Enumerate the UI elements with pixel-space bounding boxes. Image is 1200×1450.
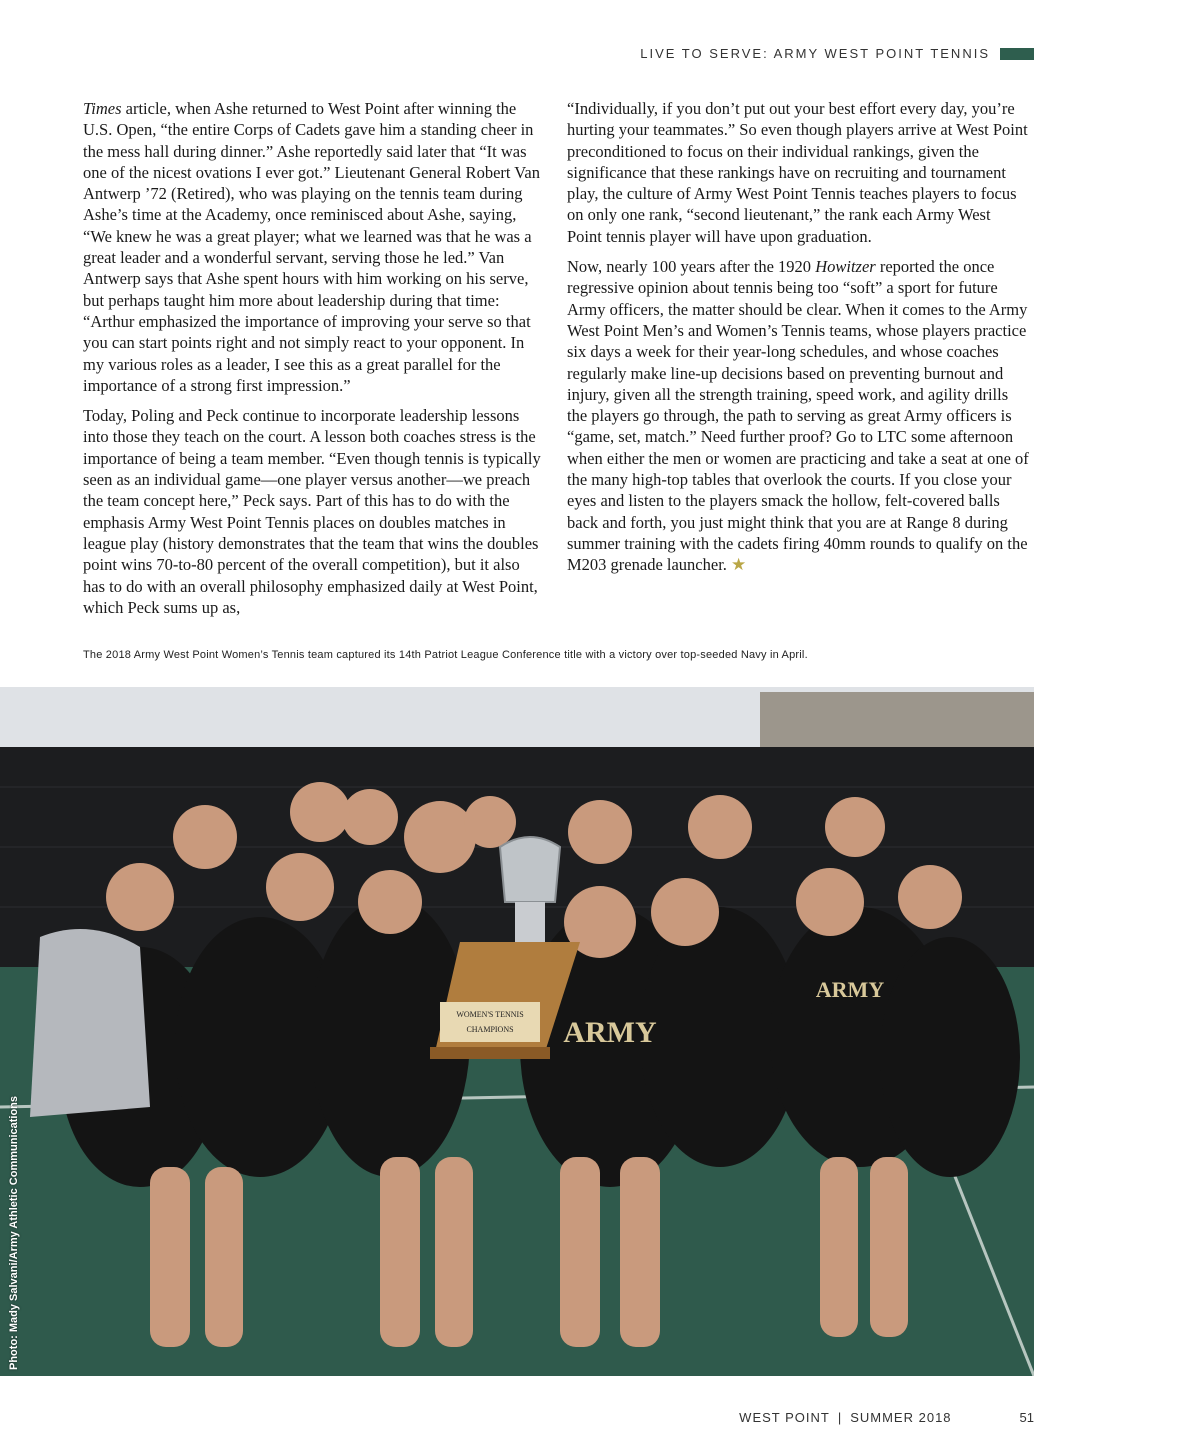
footer-separator: | — [837, 1410, 843, 1425]
shirt-text-2: ARMY — [815, 977, 885, 1002]
trophy-plate-line1: WOMEN'S TENNIS — [456, 1010, 524, 1019]
photo-credit: Photo: Mady Salvani/Army Athletic Communications — [8, 1095, 20, 1370]
trophy-plate-line2: CHAMPIONS — [466, 1025, 514, 1034]
howitzer-italic: Howitzer — [815, 257, 876, 277]
left-column — [83, 98, 545, 627]
team-photo-illustration — [0, 687, 1034, 1376]
times-italic: Times — [83, 99, 122, 118]
right-column — [567, 98, 1029, 585]
publication-name: WEST POINT — [739, 1410, 830, 1425]
issue-label: SUMMER 2018 — [850, 1410, 952, 1425]
accent-bar — [1000, 48, 1034, 60]
right-paragraph-2 — [567, 256, 1029, 575]
end-star-icon: ★ — [731, 555, 747, 575]
right-paragraph-2-text: reported the once regressive opinion about tennis being too “soft” a sport for future Army officers, the matter should be clear. When it comes to the Army West Point Men’s and Women’s Tennis teams, whose players practice six days a week for their year-long schedules, and whose coaches regularly make line-up decisions based on preventing burnout and injury, given all the strength training, speed work, and agility drills the players go through, the path to serving as great Army officers is “game, set, match.” Need further proof? Go to LTC some afternoon when either the men or women are practicing and take a seat at one of the many high-top tables that overlook the courts. If you close your eyes and listen to the players smack the hollow, felt-covered balls back and forth, you just might think that you are at Range 8 during summer training with the cadets firing 40mm rounds to qualify on the M203 grenade launcher. — [567, 257, 1029, 575]
page-footer — [739, 1410, 1034, 1425]
left-paragraph-2: Today, Poling and Peck continue to incorporate leadership lessons into those they teach on the court. A lesson both coaches stress is the importance of being a team member. “Even though tennis is typically seen as an individual game—one player versus another—we preach the team concept here,” Peck says. Part of this has to do with the emphasis Army West Point Tennis places on doubles matches in league play (history demonstrates that the team that wins the doubles point wins 70-to-80 percent of the overall competition), but it also has to do with an overall philosophy emphasized daily at West Point, which Peck sums up as, — [83, 406, 541, 617]
shirt-text: ARMY — [563, 1016, 657, 1049]
right-paragraph-2-start: Now, nearly 100 years after the 1920 — [567, 257, 816, 277]
running-title: LIVE TO SERVE: ARMY WEST POINT TENNIS — [640, 46, 990, 61]
right-paragraph-1: “Individually, if you don’t put out your best effort every day, you’re hurting your teammates.” So even though players arrive at West Point preconditioned to focus on their individual rankings, given the significance that these rankings have on recruiting and tournament play, the culture of Army West Point Tennis teaches players to focus on only one rank, “second lieutenant,” the rank each Army West Point tennis player will have upon graduation. — [567, 99, 1028, 246]
team-photo — [0, 687, 1034, 1376]
photo-caption: The 2018 Army West Point Women’s Tennis team captured its 14th Patriot League Conference title with a victory over top-seeded Navy in April. — [83, 649, 808, 661]
left-paragraph-1 — [83, 98, 545, 396]
left-paragraph-1-text: article, when Ashe returned to West Point after winning the U.S. Open, “the entire Corps of Cadets gave him a standing cheer in the mess hall during dinner.” Ashe reportedly said later that “It was one of the nicest ovations I ever got.” Lieutenant General Robert Van Antwerp ’72 (Retired), who was playing on the tennis team during Ashe’s time at the Academy, once reminisced about Ashe, saying, “We knew he was a great player; what we learned was that he was a great leader and a wonderful servant, serving those he led.” Van Antwerp says that Ashe spent hours with him working on his serve, but perhaps taught him more about leadership during that time: “Arthur emphasized the importance of improving your serve so that you can start points right and not simply react to your opponent. In my various roles as a leader, I see this as a great parallel for the importance of a strong first impression.” — [83, 99, 540, 395]
page-number: 51 — [1019, 1410, 1034, 1425]
running-head — [640, 46, 1034, 61]
